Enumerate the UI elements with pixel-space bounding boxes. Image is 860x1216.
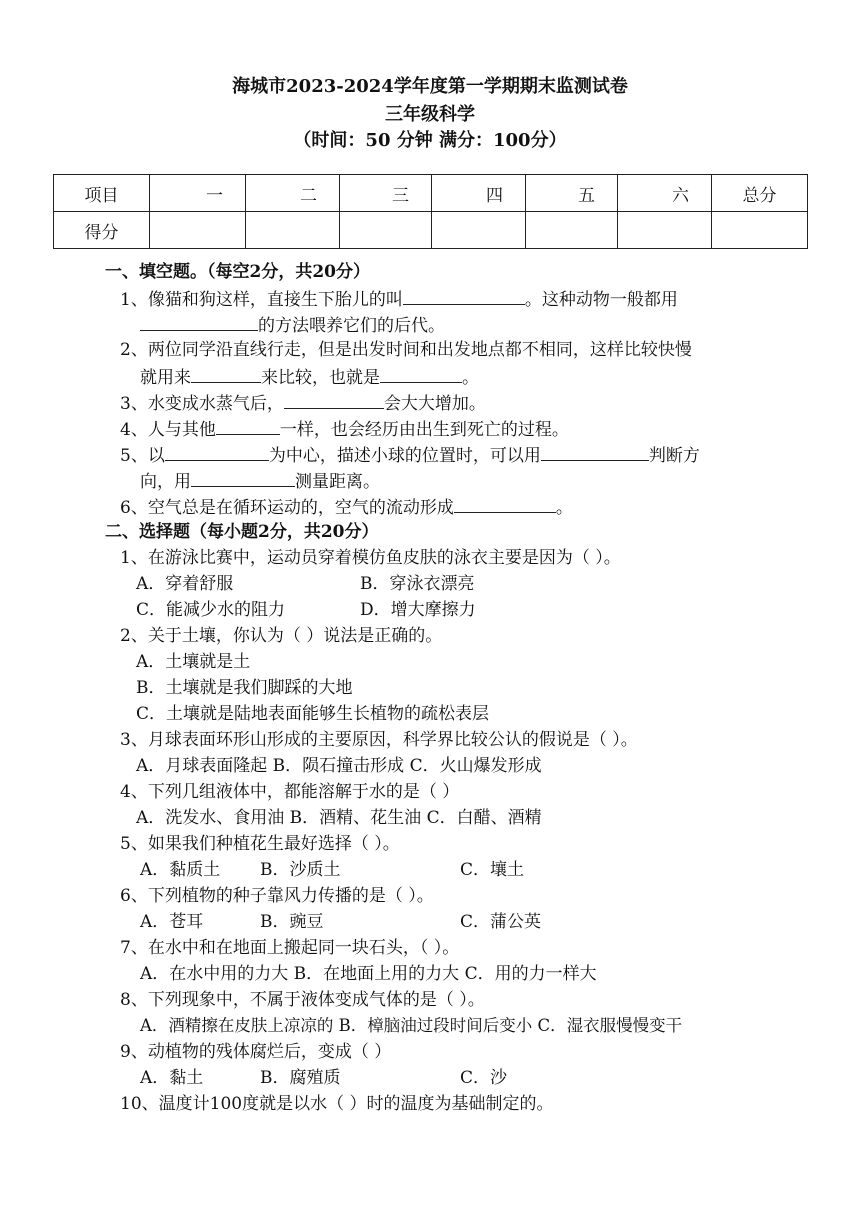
answer-blank[interactable] xyxy=(165,442,269,461)
choice-options-row[interactable]: A．酒精擦在皮肤上凉凉的 B．樟脑油过段时间后变小 C．湿衣服慢慢变干 xyxy=(140,1016,683,1035)
choice-option[interactable]: C．沙 xyxy=(460,1068,508,1088)
choice-question-1: 1、在游泳比赛中，运动员穿着模仿鱼皮肤的泳衣主要是因为（ ）。 xyxy=(120,548,621,568)
section1-title: 一、填空题。（每空2分，共20分） xyxy=(105,262,370,282)
question-text: 向，用 xyxy=(140,472,191,492)
choice-option[interactable]: A．黏质土 xyxy=(140,860,221,880)
choice-option[interactable]: B．豌豆 xyxy=(260,912,324,932)
question-text: 来比较，也就是 xyxy=(261,368,380,388)
choice-question-2: 2、关于土壤，你认为（ ）说法是正确的。 xyxy=(120,626,443,646)
fill-question-6 xyxy=(120,494,573,520)
choice-question-5: 5、如果我们种植花生最好选择（ ）。 xyxy=(120,834,400,854)
question-text: 6、空气总是在循环运动的，空气的流动形成 xyxy=(120,498,454,518)
exam-subject: 三年级科学 xyxy=(385,104,475,125)
score-header-1: 一 xyxy=(150,175,246,212)
score-cell[interactable] xyxy=(526,212,618,249)
choice-option[interactable]: B．穿泳衣漂亮 xyxy=(360,574,475,594)
fill-question-3 xyxy=(120,390,486,416)
score-row-label: 得分 xyxy=(54,212,150,249)
answer-blank[interactable] xyxy=(454,494,556,513)
choice-options-row[interactable]: A．洗发水、食用油 B．酒精、花生油 C．白醋、酒精 xyxy=(136,808,542,828)
choice-option[interactable]: C．土壤就是陆地表面能够生长植物的疏松表层 xyxy=(136,704,490,724)
choice-option[interactable]: A．土壤就是土 xyxy=(136,652,251,672)
question-text: 就用来 xyxy=(140,368,191,388)
fill-question-1-cont xyxy=(140,312,445,338)
choice-question-4: 4、下列几组液体中，都能溶解于水的是（ ） xyxy=(120,782,460,802)
choice-option[interactable]: D．增大摩擦力 xyxy=(360,600,476,620)
score-header-2: 二 xyxy=(246,175,340,212)
question-text: 4、人与其他 xyxy=(120,420,216,440)
score-cell[interactable] xyxy=(150,212,246,249)
answer-blank[interactable] xyxy=(191,364,261,383)
score-cell[interactable] xyxy=(246,212,340,249)
question-text: 3、水变成水蒸气后， xyxy=(120,394,284,414)
score-cell[interactable] xyxy=(618,212,712,249)
answer-blank[interactable] xyxy=(380,364,462,383)
score-table-score-row xyxy=(54,212,808,249)
choice-option[interactable]: B．沙质土 xyxy=(260,860,341,880)
choice-option[interactable]: B．腐殖质 xyxy=(260,1068,341,1088)
question-text: 。这种动物一般都用 xyxy=(524,290,678,310)
choice-question-3: 3、月球表面环形山形成的主要原因，科学界比较公认的假说是（ ）。 xyxy=(120,730,638,750)
score-cell[interactable] xyxy=(432,212,526,249)
choice-option[interactable]: A．苍耳 xyxy=(140,912,204,932)
question-text: 1、像猫和狗这样，直接生下胎儿的叫 xyxy=(120,290,403,310)
score-header-total: 总分 xyxy=(712,175,808,212)
question-text: 判断方 xyxy=(648,446,700,466)
score-cell-total[interactable] xyxy=(712,212,808,249)
score-header-4: 四 xyxy=(432,175,526,212)
exam-meta: （时间：50 分钟 满分：100分） xyxy=(293,130,567,151)
section2-title: 二、选择题（每小题2分，共20分） xyxy=(105,522,379,542)
choice-question-7: 7、在水中和在地面上搬起同一块石头，（ ）。 xyxy=(120,938,460,958)
choice-option[interactable]: C．能减少水的阻力 xyxy=(136,600,286,620)
score-table xyxy=(53,174,808,249)
fill-question-5 xyxy=(120,442,700,468)
answer-blank[interactable] xyxy=(403,286,525,305)
choice-option[interactable]: A．穿着舒服 xyxy=(136,574,234,594)
answer-blank[interactable] xyxy=(216,416,280,435)
question-text: 一样，也会经历由出生到死亡的过程。 xyxy=(279,420,569,440)
answer-blank[interactable] xyxy=(140,312,258,331)
score-header-item: 项目 xyxy=(54,175,150,212)
answer-blank[interactable] xyxy=(284,390,384,409)
choice-option[interactable]: B．土壤就是我们脚踩的大地 xyxy=(136,678,353,698)
choice-question-8: 8、下列现象中，不属于液体变成气体的是（ ）。 xyxy=(120,990,485,1010)
choice-question-10: 10、温度计100度就是以水（ ）时的温度为基础制定的。 xyxy=(120,1094,554,1114)
question-text: 的方法喂养它们的后代。 xyxy=(258,316,445,336)
fill-question-1 xyxy=(120,286,678,312)
exam-title: 海城市2023-2024学年度第一学期期末监测试卷 xyxy=(232,76,628,97)
answer-blank[interactable] xyxy=(541,442,649,461)
fill-question-4 xyxy=(120,416,569,442)
choice-options-row[interactable]: A．在水中用的力大 B．在地面上用的力大 C．用的力一样大 xyxy=(140,964,597,984)
choice-option[interactable]: A．黏土 xyxy=(140,1068,204,1088)
fill-question-2-cont xyxy=(140,364,479,390)
question-text: 5、以 xyxy=(120,446,165,466)
question-text: 测量距离。 xyxy=(295,472,380,492)
choice-option[interactable]: C．蒲公英 xyxy=(460,912,542,932)
score-header-3: 三 xyxy=(340,175,432,212)
question-text: 。 xyxy=(555,498,573,518)
score-header-5: 五 xyxy=(526,175,618,212)
score-header-6: 六 xyxy=(618,175,712,212)
question-text: 为中心，描述小球的位置时，可以用 xyxy=(268,446,541,466)
answer-blank[interactable] xyxy=(191,468,295,487)
score-cell[interactable] xyxy=(340,212,432,249)
score-table-header-row xyxy=(54,175,808,212)
choice-options-row[interactable]: A．月球表面隆起 B．陨石撞击形成 C．火山爆发形成 xyxy=(136,756,542,776)
fill-question-5-cont xyxy=(140,468,380,494)
question-text: 会大大增加。 xyxy=(383,394,486,414)
choice-question-6: 6、下列植物的种子靠风力传播的是（ ）。 xyxy=(120,886,434,906)
choice-option[interactable]: C．壤土 xyxy=(460,860,525,880)
fill-question-2: 2、两位同学沿直线行走，但是出发时间和出发地点都不相同，这样比较快慢 xyxy=(120,340,692,360)
choice-question-9: 9、动植物的残体腐烂后，变成（ ） xyxy=(120,1042,392,1062)
question-text: 。 xyxy=(462,368,479,388)
